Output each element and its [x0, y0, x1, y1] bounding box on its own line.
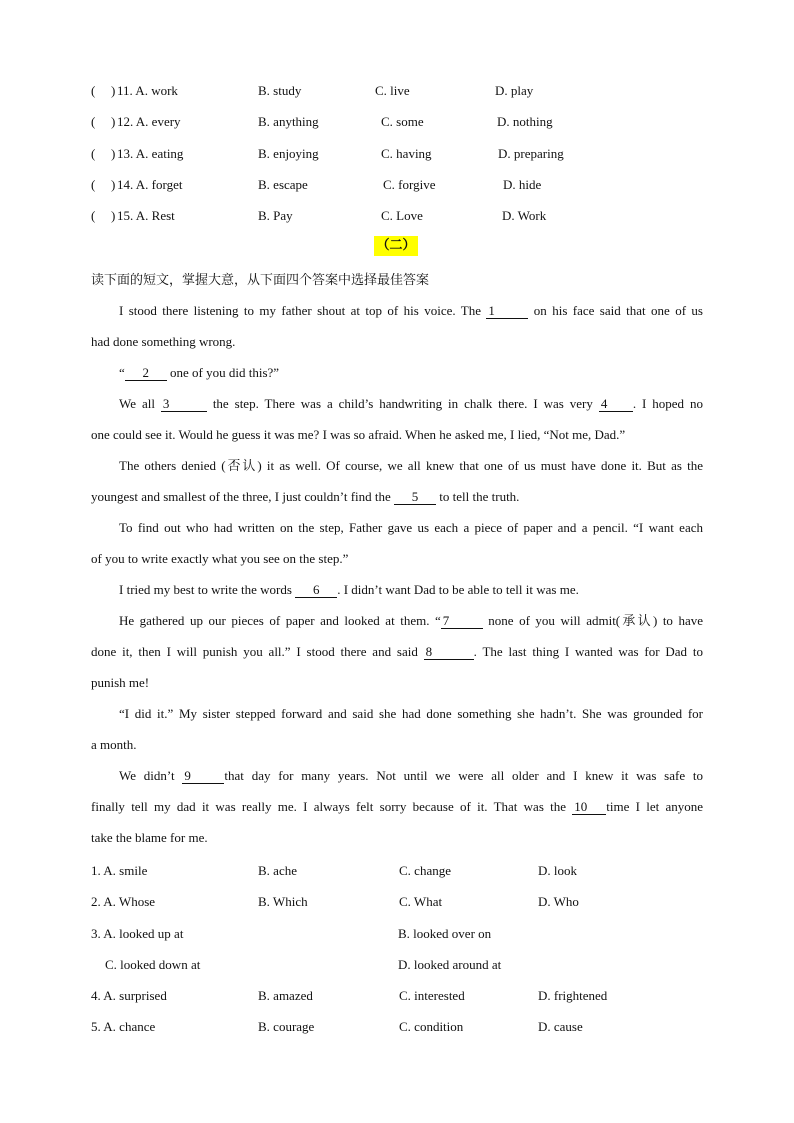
passage-line: take the blame for me. — [91, 830, 208, 845]
option-c: C. having — [381, 146, 432, 161]
answer-paren-open: ( — [91, 83, 96, 98]
option-b: B. amazed — [258, 988, 313, 1003]
answer-paren-open: ( — [91, 208, 96, 223]
passage-line: The others denied (否认) it as well. Of course, we all knew that one of us must have done it. But as the — [119, 458, 703, 473]
option-d: D. preparing — [498, 146, 564, 161]
option-a: 14. A. forget — [117, 177, 183, 192]
blank-8: 8 — [424, 645, 474, 660]
section-title: （二） — [374, 236, 418, 256]
answer-paren-close: ) — [111, 146, 116, 161]
option-b: B. study — [258, 83, 302, 98]
blank-4: 4 — [599, 397, 633, 412]
blank-5: 5 — [394, 490, 436, 505]
answer-paren-close: ) — [111, 208, 116, 223]
answer-paren-close: ) — [111, 83, 116, 98]
passage-line: done it, then I will punish you all.” I stood there and said 8 . The last thing I wanted was for Dad to — [91, 644, 703, 659]
option-a: 3. A. looked up at — [91, 926, 184, 941]
blank-3: 3 — [161, 397, 207, 412]
answer-paren-open: ( — [91, 114, 96, 129]
passage-line: “ 2 one of you did this?” — [119, 365, 280, 380]
option-c: C. live — [375, 83, 410, 98]
option-c: C. interested — [399, 988, 465, 1003]
option-c: C. What — [399, 894, 443, 909]
option-d: D. look — [538, 863, 577, 878]
option-a: 15. A. Rest — [117, 208, 175, 223]
option-c: C. looked down at — [105, 957, 201, 972]
passage — [91, 295, 703, 853]
option-d: D. looked around at — [398, 957, 502, 972]
option-a: 5. A. chance — [91, 1019, 156, 1034]
passage-line: To find out who had written on the step, Father gave us each a piece of paper and a pencil. “I want each — [119, 520, 703, 535]
option-c: C. condition — [399, 1019, 464, 1034]
option-b: B. enjoying — [258, 146, 319, 161]
option-b: B. Pay — [258, 208, 293, 223]
option-b: B. looked over on — [398, 926, 492, 941]
passage-line: a month. — [91, 737, 137, 752]
passage-line: punish me! — [91, 675, 150, 690]
answer-paren-open: ( — [91, 177, 96, 192]
passage-line: I tried my best to write the words 6 . I didn’t want Dad to be able to tell it was me. — [119, 582, 579, 597]
section-instruction: 读下面的短文，掌握大意，从下面四个答案中选择最佳答案 — [91, 273, 430, 288]
option-a: 2. A. Whose — [91, 894, 156, 909]
passage-line: “I did it.” My sister stepped forward and said she had done something she hadn’t. She was grounded for — [119, 706, 703, 721]
option-a: 4. A. surprised — [91, 988, 167, 1003]
option-d: D. Who — [538, 894, 579, 909]
option-a: 12. A. every — [117, 114, 181, 129]
option-b: B. courage — [258, 1019, 315, 1034]
passage-line: one could see it. Would he guess it was me? I was so afraid. When he asked me, I lied, “Not me, Dad.” — [91, 427, 626, 442]
option-d: D. Work — [502, 208, 547, 223]
option-c: C. forgive — [383, 177, 436, 192]
option-b: B. ache — [258, 863, 297, 878]
answer-paren-open: ( — [91, 146, 96, 161]
blank-6: 6 — [295, 583, 337, 598]
answer-paren-close: ) — [111, 114, 116, 129]
passage-line: He gathered up our pieces of paper and looked at them. “ 7 none of you will admit(承认) to have — [119, 613, 703, 628]
blank-7: 7 — [441, 614, 483, 629]
option-d: D. nothing — [497, 114, 553, 129]
passage-line: youngest and smallest of the three, I just couldn’t find the 5 to tell the truth. — [91, 489, 520, 504]
option-b: B. Which — [258, 894, 308, 909]
option-c: C. some — [381, 114, 424, 129]
passage-line: finally tell my dad it was really me. I always felt sorry because of it. That was the 10 time I let anyone — [91, 799, 703, 814]
passage-line: had done something wrong. — [91, 334, 236, 349]
option-c: C. change — [399, 863, 451, 878]
answer-paren-close: ) — [111, 177, 116, 192]
option-d: D. cause — [538, 1019, 583, 1034]
blank-9: 9 — [182, 769, 224, 784]
option-b: B. escape — [258, 177, 308, 192]
passage-line: of you to write exactly what you see on the step.” — [91, 551, 349, 566]
option-c: C. Love — [381, 208, 423, 223]
option-b: B. anything — [258, 114, 319, 129]
option-d: D. frightened — [538, 988, 608, 1003]
blank-10: 10 — [572, 800, 606, 815]
blank-1: 1 — [486, 304, 528, 319]
passage-line: We didn’t 9 that day for many years. Not until we were all older and I knew it was safe to — [119, 768, 703, 783]
option-a: 1. A. smile — [91, 863, 148, 878]
option-a: 11. A. work — [117, 83, 178, 98]
option-d: D. play — [495, 83, 534, 98]
blank-2: 2 — [125, 366, 167, 381]
passage-line: I stood there listening to my father shout at top of his voice. The 1 on his face said that one of us — [119, 303, 703, 318]
option-d: D. hide — [503, 177, 542, 192]
passage-line: We all 3 the step. There was a child’s handwriting in chalk there. I was very 4 . I hoped no — [119, 396, 703, 411]
option-a: 13. A. eating — [117, 146, 184, 161]
